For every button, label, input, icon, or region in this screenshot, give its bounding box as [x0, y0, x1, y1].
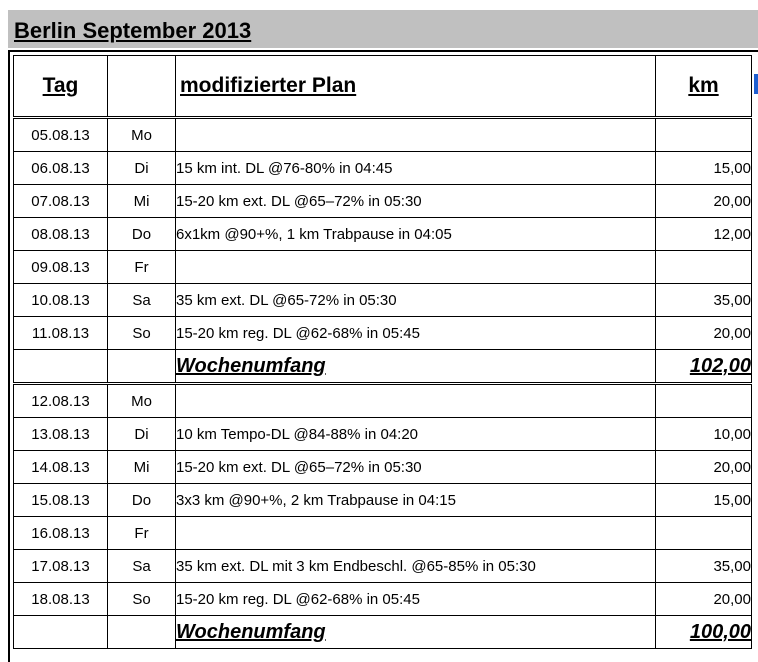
weekday-cell[interactable]: Sa: [108, 550, 176, 583]
date-cell[interactable]: 18.08.13: [14, 583, 108, 616]
table-row: [14, 218, 752, 251]
summary-empty-cell[interactable]: [14, 350, 108, 384]
table-row: [14, 550, 752, 583]
weekday-cell[interactable]: Fr: [108, 251, 176, 284]
training-plan-table: [13, 55, 752, 649]
weekday-cell[interactable]: Mi: [108, 451, 176, 484]
weekday-cell[interactable]: Mo: [108, 118, 176, 152]
summary-row: [14, 616, 752, 649]
summary-value[interactable]: 102,00: [656, 350, 752, 384]
top-band: [0, 0, 758, 10]
km-cell[interactable]: 35,00: [656, 550, 752, 583]
summary-row: [14, 350, 752, 384]
date-cell[interactable]: 07.08.13: [14, 185, 108, 218]
table-row: [14, 118, 752, 152]
date-cell[interactable]: 15.08.13: [14, 484, 108, 517]
date-cell[interactable]: 08.08.13: [14, 218, 108, 251]
weekday-cell[interactable]: Sa: [108, 284, 176, 317]
plan-cell[interactable]: 15-20 km ext. DL @65–72% in 05:30: [176, 451, 656, 484]
date-cell[interactable]: 09.08.13: [14, 251, 108, 284]
title-bar: [8, 10, 758, 48]
table-row: [14, 152, 752, 185]
plan-cell[interactable]: 15 km int. DL @76-80% in 04:45: [176, 152, 656, 185]
km-cell[interactable]: 20,00: [656, 185, 752, 218]
km-cell[interactable]: [656, 251, 752, 284]
header-plan[interactable]: modifizierter Plan: [176, 56, 656, 118]
weekday-cell[interactable]: So: [108, 583, 176, 616]
plan-cell[interactable]: 15-20 km reg. DL @62-68% in 05:45: [176, 583, 656, 616]
header-row: [14, 56, 752, 118]
km-cell[interactable]: 15,00: [656, 152, 752, 185]
plan-cell[interactable]: 3x3 km @90+%, 2 km Trabpause in 04:15: [176, 484, 656, 517]
table-row: [14, 185, 752, 218]
km-cell[interactable]: 15,00: [656, 484, 752, 517]
summary-value[interactable]: 100,00: [656, 616, 752, 649]
date-cell[interactable]: 14.08.13: [14, 451, 108, 484]
date-cell[interactable]: 17.08.13: [14, 550, 108, 583]
summary-empty-cell[interactable]: [108, 616, 176, 649]
km-cell[interactable]: 20,00: [656, 583, 752, 616]
adjacent-column-mark: [754, 74, 758, 94]
sheet-title: Berlin September 2013: [14, 18, 252, 43]
plan-cell[interactable]: [176, 251, 656, 284]
weekday-cell[interactable]: Mi: [108, 185, 176, 218]
plan-cell[interactable]: [176, 384, 656, 418]
summary-label[interactable]: Wochenumfang: [176, 350, 656, 384]
km-cell[interactable]: 10,00: [656, 418, 752, 451]
table-row: [14, 384, 752, 418]
date-cell[interactable]: 11.08.13: [14, 317, 108, 350]
km-cell[interactable]: 20,00: [656, 317, 752, 350]
table-row: [14, 484, 752, 517]
weekday-cell[interactable]: Do: [108, 218, 176, 251]
km-cell[interactable]: [656, 517, 752, 550]
summary-label[interactable]: Wochenumfang: [176, 616, 656, 649]
plan-cell[interactable]: [176, 118, 656, 152]
table-row: [14, 583, 752, 616]
header-day[interactable]: [108, 56, 176, 118]
plan-cell[interactable]: 35 km ext. DL @65-72% in 05:30: [176, 284, 656, 317]
weekday-cell[interactable]: Di: [108, 418, 176, 451]
weekday-cell[interactable]: Fr: [108, 517, 176, 550]
summary-empty-cell[interactable]: [108, 350, 176, 384]
table-row: [14, 451, 752, 484]
table-body: [14, 56, 752, 649]
date-cell[interactable]: 10.08.13: [14, 284, 108, 317]
table-row: [14, 418, 752, 451]
table-row: [14, 517, 752, 550]
date-cell[interactable]: 06.08.13: [14, 152, 108, 185]
plan-sheet: [8, 50, 758, 662]
weekday-cell[interactable]: So: [108, 317, 176, 350]
table-row: [14, 251, 752, 284]
plan-cell[interactable]: 6x1km @90+%, 1 km Trabpause in 04:05: [176, 218, 656, 251]
table-row: [14, 284, 752, 317]
km-cell[interactable]: 20,00: [656, 451, 752, 484]
date-cell[interactable]: 16.08.13: [14, 517, 108, 550]
km-cell[interactable]: 12,00: [656, 218, 752, 251]
km-cell[interactable]: [656, 384, 752, 418]
plan-cell[interactable]: 10 km Tempo-DL @84-88% in 04:20: [176, 418, 656, 451]
km-cell[interactable]: [656, 118, 752, 152]
km-cell[interactable]: 35,00: [656, 284, 752, 317]
plan-cell[interactable]: 15-20 km reg. DL @62-68% in 05:45: [176, 317, 656, 350]
plan-cell[interactable]: [176, 517, 656, 550]
header-tag[interactable]: Tag: [14, 56, 108, 118]
weekday-cell[interactable]: Di: [108, 152, 176, 185]
weekday-cell[interactable]: Do: [108, 484, 176, 517]
weekday-cell[interactable]: Mo: [108, 384, 176, 418]
date-cell[interactable]: 05.08.13: [14, 118, 108, 152]
plan-cell[interactable]: 15-20 km ext. DL @65–72% in 05:30: [176, 185, 656, 218]
date-cell[interactable]: 12.08.13: [14, 384, 108, 418]
summary-empty-cell[interactable]: [14, 616, 108, 649]
table-row: [14, 317, 752, 350]
header-km[interactable]: km: [656, 56, 752, 118]
date-cell[interactable]: 13.08.13: [14, 418, 108, 451]
plan-cell[interactable]: 35 km ext. DL mit 3 km Endbeschl. @65-85% in 05:30: [176, 550, 656, 583]
